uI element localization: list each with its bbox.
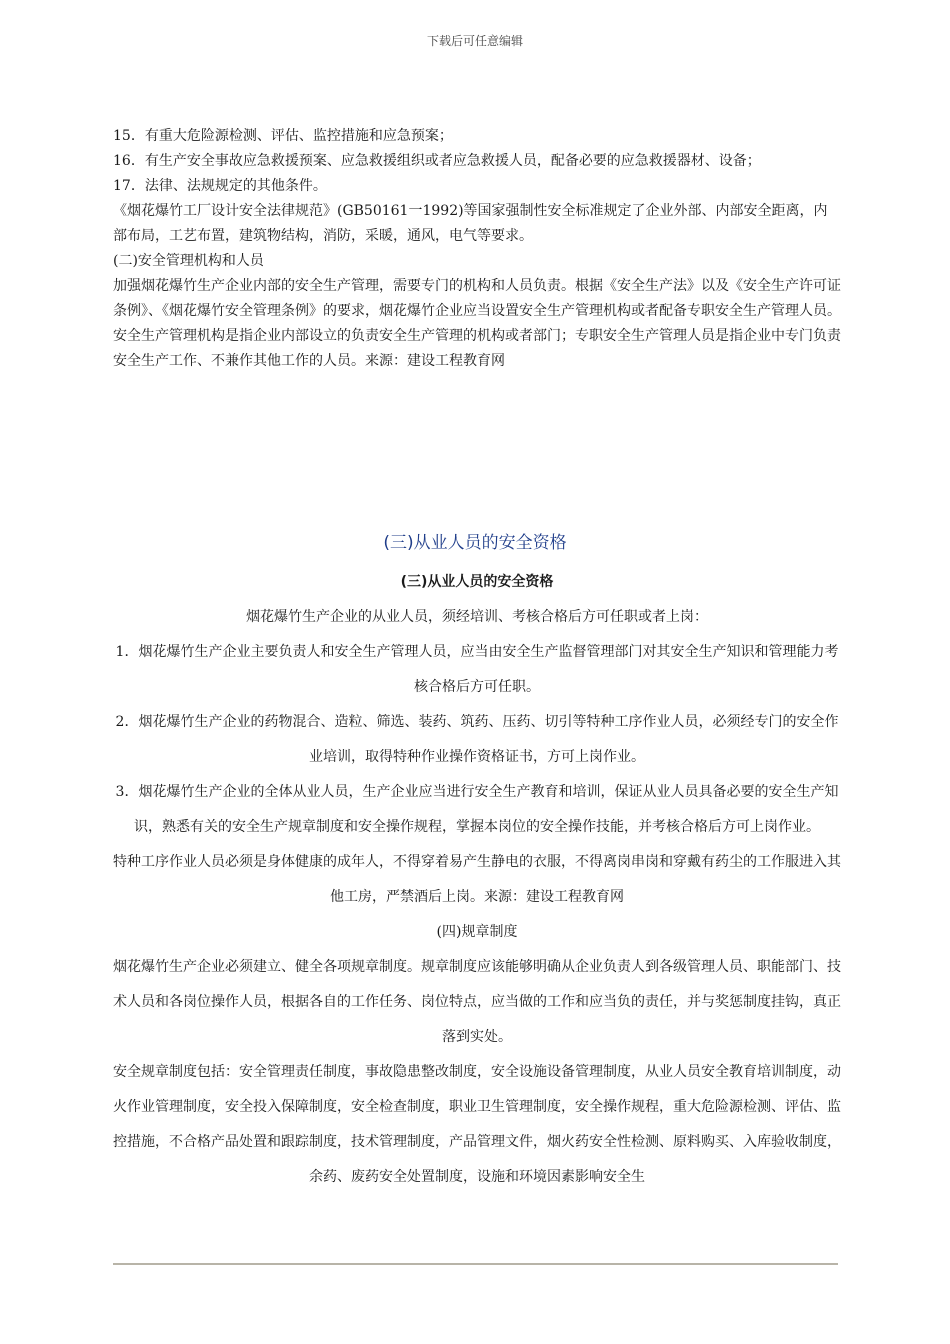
paragraph-item-3: 3．烟花爆竹生产企业的全体从业人员，生产企业应当进行安全生产教育和培训，保证从业人员具备必要的安全生产知识，熟悉有关的安全生产规章制度和安全操作规程，掌握本岗位的安全操作技能，并考核合格后方可上岗作业。 (115, 784, 839, 835)
paragraph-item-1: 1．烟花爆竹生产企业主要负责人和安全生产管理人员，应当由安全生产监督管理部门对其安全生产知识和管理能力考核合格后方可任职。 (115, 644, 839, 695)
paragraph-heading-2: (二)安全管理机构和人员 (113, 253, 264, 269)
paragraph-rules: 烟花爆竹生产企业必须建立、健全各项规章制度。规章制度应该能够明确从企业负责人到各级管理人员、职能部门、技术人员和各岗位操作人员，根据各自的工作任务、岗位特点，应当做的工作和应当负的责任，并与奖惩制度挂钩，真正落到实处。 (113, 959, 841, 1045)
footer-divider (113, 1263, 838, 1265)
paragraph-item-17: 17．法律、法规规定的其他条件。 (113, 178, 327, 194)
body-text-block-1 (113, 124, 841, 374)
paragraph-item-15: 15．有重大危险源检测、评估、监控措施和应急预案； (113, 128, 453, 144)
page-header-note: 下载后可任意编辑 (426, 34, 523, 48)
paragraph-rules-list: 安全规章制度包括：安全管理责任制度，事故隐患整改制度，安全设施设备管理制度，从业人员安全教育培训制度，动火作业管理制度，安全投入保障制度，安全检查制度，职业卫生管理制度，安全操作规程，重大危险源检测、评估、监控措施，不合格产品处置和跟踪制度，技术管理制度，产品管理文件，烟火药安全性检测、原料购买、入库验收制度，余药、废药安全处置制度，设施和环境因素影响安全生 (113, 1064, 841, 1185)
paragraph-item-2: 2．烟花爆竹生产企业的药物混合、造粒、筛选、装药、筑药、压药、切引等特种工序作业人员，必须经专门的安全作业培训，取得特种作业操作资格证书，方可上岗作业。 (115, 714, 839, 765)
paragraph-special: 特种工序作业人员必须是身体健康的成年人，不得穿着易产生静电的衣服，不得离岗串岗和穿戴有药尘的工作服进入其他工房，严禁酒后上岗。来源：建设工程教育网 (113, 854, 841, 905)
section-subtitle: (三)从业人员的安全资格 (400, 574, 554, 590)
paragraph-intro: 烟花爆竹生产企业的从业人员，须经培训、考核合格后方可任职或者上岗： (246, 609, 708, 625)
paragraph-item-16: 16．有生产安全事故应急救援预案、应急救援组织或者应急救援人员，配备必要的应急救援器材、设备； (113, 153, 761, 169)
body-text-block-2 (113, 565, 841, 1195)
paragraph-management: 加强烟花爆竹生产企业内部的安全生产管理，需要专门的机构和人员负责。根据《安全生产法》以及《安全生产许可证条例》、《烟花爆竹安全管理条例》的要求，烟花爆竹企业应当设置安全生产管理机构或者配备专职安全生产管理人员。安全生产管理机构是指企业内部设立的负责安全生产管理的机构或者部门；专职安全生产管理人员是指企业中专门负责安全生产工作、不兼作其他工作的人员。来源：建设工程教育网 (113, 278, 841, 369)
paragraph-standard: 《烟花爆竹工厂设计安全法律规范》(GB50161一1992)等国家强制性安全标准规定了企业外部、内部安全距离，内部布局，工艺布置，建筑物结构，消防，采暖，通风，电气等要求。 (113, 203, 828, 244)
paragraph-heading-4: (四)规章制度 (436, 924, 518, 940)
section-title: (三)从业人员的安全资格 (383, 533, 567, 553)
